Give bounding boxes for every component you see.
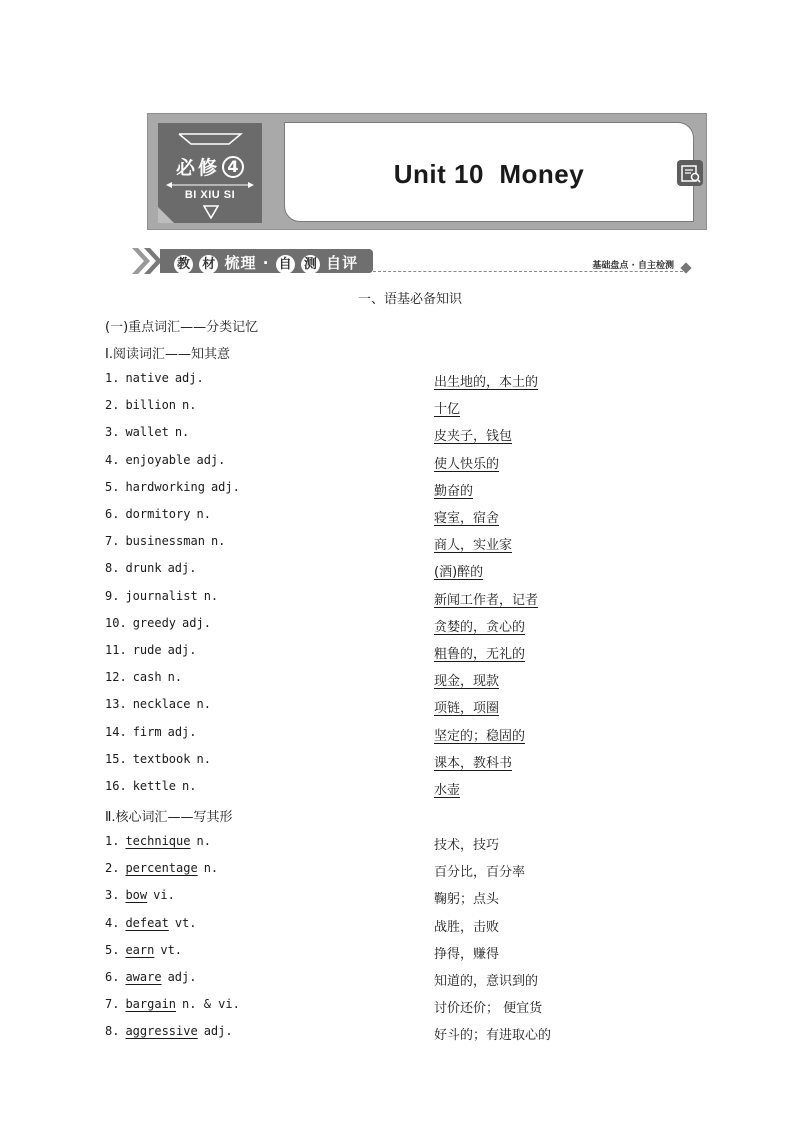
section-title-char: 测 [301, 255, 320, 274]
badge-number: 4 [222, 156, 244, 178]
vocab-number: 1. [105, 834, 120, 848]
vocab-word: enjoyable [125, 452, 191, 467]
vocab-part-of-speech: adj. [174, 371, 204, 385]
vocab-row [105, 888, 705, 908]
vocab-meaning: 勤奋的 [434, 483, 474, 499]
vocab-part-of-speech: n. [203, 588, 219, 603]
vocab-row [105, 398, 705, 418]
vocab-meaning: 出生地的，本土的 [434, 375, 539, 390]
vocab-row [105, 480, 705, 500]
vocab-number: 10. [105, 615, 127, 630]
vocab-meaning: 水壶 [434, 783, 461, 798]
vocab-part-of-speech: n. [196, 834, 211, 848]
vocab-row [105, 616, 705, 636]
section-bar [130, 248, 692, 276]
vocab-row [105, 697, 705, 717]
vocab-meaning: 百分比，百分率 [434, 865, 526, 881]
vocab-part-of-speech: n. & vi. [182, 997, 240, 1012]
vocab-row [105, 970, 705, 990]
vocab-word: defeat [125, 915, 169, 930]
vocab-word: businessman [125, 534, 205, 549]
vocab-number: 2. [105, 861, 120, 876]
vocab-meaning: 技术，技巧 [434, 838, 500, 853]
vocab-meaning: 商人，实业家 [434, 538, 513, 554]
vocab-meaning: 战胜，击败 [434, 919, 500, 935]
unit-title-card [284, 122, 694, 222]
vocab-part-of-speech: adj. [182, 615, 211, 630]
vocab-part-of-speech: adj. [167, 724, 197, 739]
vocab-meaning: 新闻工作者，记者 [434, 592, 539, 608]
vocab-number: 5. [105, 479, 120, 494]
vocab-row [105, 861, 705, 881]
vocab-number: 8. [105, 1024, 120, 1039]
vocab-word: aggressive [125, 1024, 198, 1039]
vocab-part-of-speech: n. [167, 670, 183, 685]
vocab-word: bargain [125, 997, 177, 1012]
vocab-meaning: 项链，项圈 [434, 701, 500, 717]
vocab-row [105, 779, 705, 799]
vocab-number: 2. [105, 398, 120, 413]
vocab-row [105, 997, 705, 1017]
unit-header-banner [147, 113, 707, 230]
vocab-word: bow [125, 888, 148, 903]
double-arrow-icon [166, 181, 254, 189]
unit-title: Unit 10 Money [393, 159, 585, 189]
volume-badge [158, 123, 262, 223]
vocab-number: 7. [105, 997, 120, 1012]
vocab-word: necklace [132, 697, 191, 712]
vocab-part-of-speech: n. [196, 507, 211, 521]
vocab-word: earn [125, 942, 155, 957]
vocab-number: 12. [105, 670, 127, 685]
vocab-part-of-speech: adj. [167, 643, 197, 657]
vocab-row [105, 561, 705, 581]
vocab-word: native [125, 371, 169, 385]
section-title-char: 材 [199, 255, 218, 274]
vocab-row [105, 752, 705, 772]
vocab-row [105, 643, 705, 663]
vocab-number: 1. [105, 371, 120, 385]
vocab-meaning: 好斗的；有进取心的 [434, 1028, 552, 1044]
vocab-row [105, 916, 705, 936]
vocab-number: 11. [105, 643, 127, 657]
vocab-row [105, 507, 705, 527]
vocab-number: 4. [105, 915, 120, 930]
vocab-row [105, 943, 705, 963]
vocab-row [105, 534, 705, 554]
vocab-number: 7. [105, 534, 120, 549]
vocab-meaning: 寝室，宿舍 [434, 511, 500, 526]
vocab-row [105, 453, 705, 473]
vocab-part-of-speech: adj. [196, 452, 226, 467]
vocab-row [105, 589, 705, 609]
content-heading: 一、语基必备知识 [357, 292, 462, 307]
vocab-meaning: 知道的，意识到的 [434, 974, 539, 989]
section-title-dot: · [262, 254, 270, 272]
vocab-meaning: 贪婪的，贪心的 [434, 619, 526, 635]
section-subtitle: 基础盘点 · 自主检测 [592, 261, 674, 271]
vocab-word: drunk [125, 561, 162, 576]
vocab-meaning: 十亿 [434, 402, 461, 418]
vocab-part-of-speech: adj. [167, 970, 197, 984]
vocab-part-of-speech: adj. [203, 1024, 233, 1039]
vocab-meaning: 讨价还价； 便宜货 [434, 1001, 543, 1017]
vocab-part-of-speech: n. [182, 779, 197, 793]
vocab-meaning: 坚定的；稳固的 [434, 728, 526, 744]
vocab-word: dormitory [125, 507, 191, 521]
vocab-number: 16. [105, 779, 127, 793]
vocab-word: kettle [132, 779, 177, 793]
vocab-row [105, 425, 705, 445]
vocab-word: journalist [125, 588, 198, 603]
vocab-number: 9. [105, 588, 120, 603]
vocab-word: firm [132, 724, 162, 739]
content-subheading: (一)重点词汇——分类记忆 [105, 320, 259, 335]
vocab-number: 3. [105, 425, 120, 440]
page-fold-corner [158, 207, 174, 223]
vocab-number: 8. [105, 561, 120, 576]
vocab-word: percentage [125, 861, 198, 876]
vocab-word: technique [125, 834, 191, 848]
vocab-part-of-speech: n. [203, 861, 219, 876]
badge-title-text: 必修 [175, 157, 220, 179]
vocab-word: aware [125, 970, 162, 984]
vocab-part-of-speech: vi. [153, 888, 175, 903]
section-title-text: 自评 [326, 254, 359, 272]
section-divider [373, 271, 683, 272]
vocab-word: textbook [132, 751, 191, 766]
section-title-text: 梳理 [224, 254, 257, 272]
vocab-part-of-speech: n. [174, 425, 190, 440]
vocab-number: 5. [105, 942, 120, 957]
vocab-part-of-speech: adj. [210, 479, 240, 494]
vocab-number: 13. [105, 697, 127, 712]
vocab-word: hardworking [125, 479, 205, 494]
badge-top-ornament [177, 132, 243, 146]
section-title-char: 教 [174, 255, 193, 274]
vocab-number: 3. [105, 888, 120, 903]
vocab-word: cash [132, 670, 162, 685]
vocab-meaning: 鞠躬；点头 [434, 892, 500, 908]
vocab-row [105, 834, 705, 854]
triangle-down-icon [203, 205, 219, 219]
vocab-meaning: 挣得，赚得 [434, 946, 500, 962]
section-title-char: 自 [276, 255, 295, 274]
vocab-row [105, 1024, 705, 1044]
badge-subtitle: BI XIU SI [184, 189, 236, 201]
vocab-part-of-speech: vt. [160, 942, 183, 957]
vocab-meaning: 皮夹子，钱包 [434, 429, 513, 445]
section-title [174, 252, 358, 274]
vocab-row [105, 725, 705, 745]
vocab-word: greedy [132, 615, 177, 630]
vocab-number: 6. [105, 970, 120, 984]
vocab-meaning: 粗鲁的，无礼的 [434, 647, 526, 662]
vocab-word: wallet [125, 425, 169, 440]
vocab-word: billion [125, 398, 177, 413]
vocab-number: 4. [105, 452, 120, 467]
book-search-icon[interactable] [677, 160, 703, 186]
vocab-meaning: (酒)醉的 [434, 565, 484, 581]
vocab-meaning: 现金，现款 [434, 674, 500, 690]
vocab-row [105, 371, 705, 391]
vocab-part-of-speech: adj. [167, 561, 197, 576]
part1-title: Ⅰ.阅读词汇——知其意 [105, 347, 230, 362]
badge-title [158, 153, 262, 180]
vocab-number: 6. [105, 507, 120, 521]
vocab-meaning: 使人快乐的 [434, 456, 500, 472]
vocab-number: 15. [105, 751, 127, 766]
vocab-number: 14. [105, 724, 127, 739]
vocab-part-of-speech: n. [182, 398, 197, 413]
vocab-part-of-speech: n. [196, 751, 211, 766]
vocab-part-of-speech: n. [210, 534, 226, 549]
vocab-row [105, 670, 705, 690]
vocab-meaning: 课本，教科书 [434, 755, 513, 771]
part2-title: Ⅱ.核心词汇——写其形 [105, 810, 233, 825]
vocab-word: rude [132, 643, 162, 657]
vocab-part-of-speech: vt. [174, 915, 197, 930]
vocab-part-of-speech: n. [196, 697, 211, 712]
